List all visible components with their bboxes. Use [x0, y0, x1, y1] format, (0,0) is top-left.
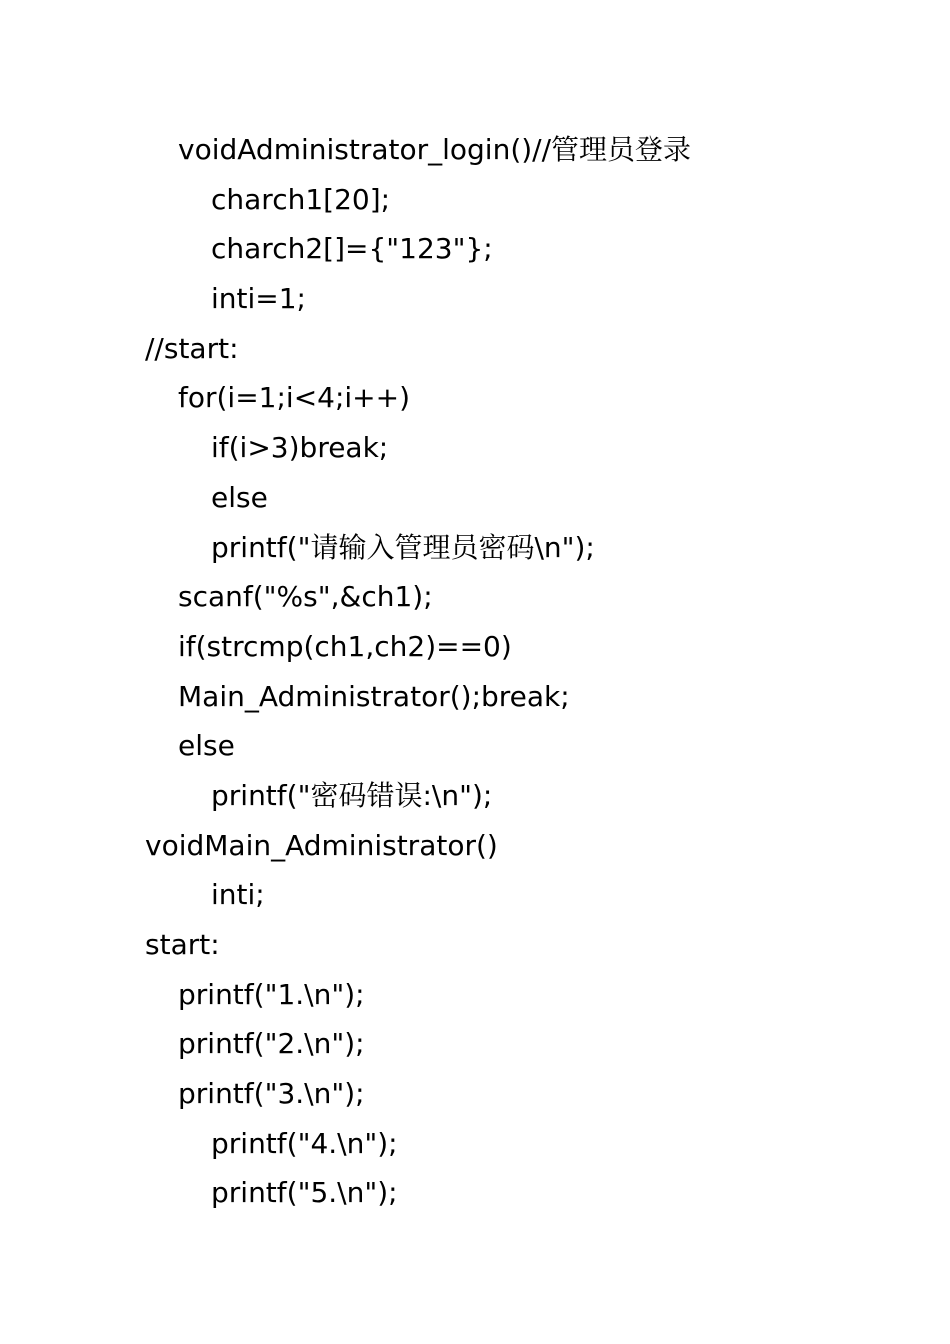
code-line: inti=1;	[211, 282, 306, 316]
code-line: inti;	[211, 878, 265, 912]
code-line: if(i>3)break;	[211, 431, 389, 465]
code-line: scanf("%s",&ch1);	[178, 580, 433, 614]
code-line: if(strcmp(ch1,ch2)==0)	[178, 629, 512, 663]
code-line: voidMain_Administrator()	[145, 828, 498, 862]
code-line: start:	[145, 928, 220, 961]
code-line: printf("5.\n");	[211, 1176, 398, 1210]
code-line: printf("2.\n");	[178, 1027, 365, 1061]
code-line: printf("3.\n");	[178, 1077, 365, 1111]
code-line: //start:	[145, 331, 239, 365]
code-listing	[145, 125, 691, 1218]
code-line: printf("1.\n");	[178, 977, 365, 1011]
code-line: printf("4.\n");	[211, 1126, 398, 1160]
code-line: else	[211, 480, 268, 514]
code-line: else	[178, 729, 235, 763]
code-line: charch1[20];	[211, 182, 391, 216]
code-line: printf("密码错误:\n");	[211, 778, 493, 812]
code-line: Main_Administrator();break;	[178, 679, 570, 713]
code-line: for(i=1;i<4;i++)	[178, 381, 411, 415]
code-line: charch2[]={"123"};	[211, 232, 493, 266]
code-line: voidAdministrator_login()//管理员登录	[178, 133, 692, 166]
code-line: printf("请输入管理员密码\n");	[211, 530, 595, 564]
